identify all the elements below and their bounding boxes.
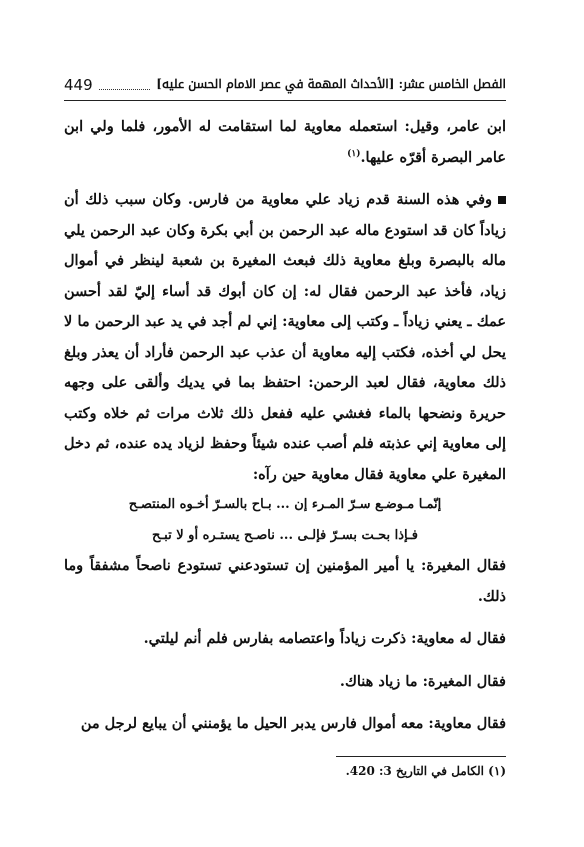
footnote-divider (336, 756, 506, 757)
paragraph-2-text: وفي هذه السنة قدم زياد علي معاوية من فارس. وكان سبب ذلك أن زياداً كان قد استودع ماله عبد الرحمن بن أبي بكرة وكان عبد الرحمن يلي ماله بالبصرة وبلغ معاوية ذلك فبعث المغيرة بن شعبة لينظر في أموال زياد، فأخذ عبد الرحمن فقال له: إن كان أبوك قد أساء إليّ لقد أحسن عمك ـ يعني زياداً ـ وكتب إلى معاوية: إني لم أجد في يد عبد الرحمن ما لا يحل لي أخذه، فكتب إليه معاوية أن عذب عبد الرحمن فأراد أن يعذر وبلغ ذلك معاوية، فقال لعبد الرحمن: احتفظ بما في يديك وألقى على وجهه حريرة ونضحها بالماء فغشي عليه ففعل ذلك ثلاث مرات ثم خلاه وكتب إلى معاوية إني عذبته فلم أصب عنده شيئاً وحفظ لزياد يده عنده، ثم دخل المغيرة علي معاوية فقال معاوية حين رآه: (64, 191, 506, 483)
paragraph-4: فقال له معاوية: ذكرت زياداً واعتصامه بفارس فلم أنم ليلتي. (143, 630, 506, 647)
poem-verse-2: فـإذا بحـت بسـرّ فإلـى ... ناصـح يستـره أو لا تبـح (151, 527, 419, 543)
header-dot-leader (99, 81, 151, 90)
running-title: الفصل الخامس عشر: [الأحداث المهمة في عصر الامام الحسن ﷷ] (156, 77, 506, 91)
header-divider (64, 100, 506, 101)
paragraph-1 (64, 112, 506, 173)
main-text (64, 112, 506, 740)
section-bullet-icon (498, 196, 506, 204)
paragraph-3: فقال المغيرة: يا أمير المؤمنين إن تستودعني تستودع ناصحاً مشفقاً وما ذلك. (64, 557, 506, 605)
poem (64, 490, 506, 551)
poem-verse-1: إنّمـا مـوضـع سـرّ المـرء إن ... بـاح بالسـرّ أخـوه المنتصـح (128, 497, 442, 512)
page-number: 449 (64, 76, 93, 94)
paragraph-2 (64, 185, 506, 490)
paragraph-5: فقال المغيرة: ما زياد هناك. (339, 672, 506, 690)
paragraph-6: فقال معاوية: معه أموال فارس يدبر الحيل ما يؤمنني أن يبايع لرجل من (80, 715, 506, 732)
footnote-marker: (١) (347, 148, 361, 159)
paragraph-1-text: ابن عامر، وقيل: استعمله معاوية لما استقامت له الأمور، فلما ولي ابن عامر البصرة أقرّه عليها. (64, 118, 506, 166)
footnote: (١) الكامل في التاريخ 3: 420. (345, 764, 506, 778)
page-header (64, 74, 506, 96)
